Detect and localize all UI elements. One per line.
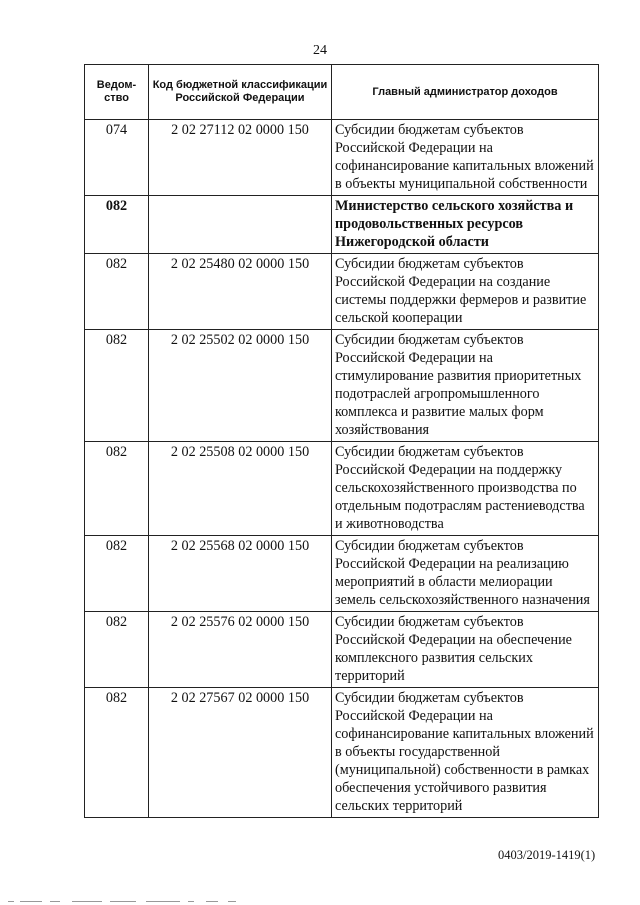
admin-cell: Субсидии бюджетам субъектов Российской Федерации на софинансирование капитальных вложений в объекты муниципальной собственности: [332, 120, 599, 196]
code-cell: 2 02 25480 02 0000 150: [149, 254, 332, 330]
admin-cell: Субсидии бюджетам субъектов Российской Федерации на поддержку сельскохозяйственного производства по отдельным подотраслям растениеводства и животноводства: [332, 442, 599, 536]
code-cell: 2 02 25502 02 0000 150: [149, 330, 332, 442]
table-row: [85, 536, 599, 612]
header-dept: [85, 65, 149, 120]
dept-cell: 082: [85, 688, 149, 818]
header-code-label: Код бюджетной классификации Российской Федерации: [152, 79, 328, 104]
table-row: [85, 330, 599, 442]
page-number: 24: [313, 43, 327, 58]
admin-cell: Субсидии бюджетам субъектов Российской Федерации на софинансирование капитальных вложений в объекты государственной (муниципальной) собственности в рамках обеспечения устойчивого развития сельских территорий: [332, 688, 599, 818]
header-admin: [332, 65, 599, 120]
admin-cell: Субсидии бюджетам субъектов Российской Федерации на обеспечение комплексного развития сельских территорий: [332, 612, 599, 688]
admin-cell: Субсидии бюджетам субъектов Российской Федерации на реализацию мероприятий в области мелиорации земель сельскохозяйственного назначения: [332, 536, 599, 612]
budget-classification-table: [84, 64, 599, 818]
table-row: [85, 120, 599, 196]
dept-cell: 074: [85, 120, 149, 196]
dept-cell: 082: [85, 612, 149, 688]
header-admin-label: Главный администратор доходов: [372, 85, 558, 98]
code-cell: 2 02 27112 02 0000 150: [149, 120, 332, 196]
document-code: 0403/2019-1419(1): [498, 848, 596, 862]
code-cell: 2 02 25508 02 0000 150: [149, 442, 332, 536]
table-header-row: [85, 65, 599, 120]
dept-cell: 082: [85, 254, 149, 330]
admin-cell: Субсидии бюджетам субъектов Российской Федерации на стимулирование развития приоритетных подотраслей агропромышленного комплекса и развитие малых форм хозяйствования: [332, 330, 599, 442]
admin-cell: Министерство сельского хозяйства и продовольственных ресурсов Нижегородской области: [332, 196, 599, 254]
table-body: [85, 120, 599, 818]
dept-cell: 082: [85, 330, 149, 442]
scan-edge-marks: [0, 899, 640, 905]
table-row: [85, 196, 599, 254]
dept-cell: 082: [85, 442, 149, 536]
header-dept-label: Ведом-ство: [96, 79, 137, 104]
table-row: [85, 688, 599, 818]
code-cell: 2 02 25568 02 0000 150: [149, 536, 332, 612]
header-code: [149, 65, 332, 120]
table-row: [85, 612, 599, 688]
code-cell: 2 02 25576 02 0000 150: [149, 612, 332, 688]
table-row: [85, 442, 599, 536]
code-cell: [149, 196, 332, 254]
admin-cell: Субсидии бюджетам субъектов Российской Федерации на создание системы поддержки фермеров и развитие сельской кооперации: [332, 254, 599, 330]
table-row: [85, 254, 599, 330]
code-cell: 2 02 27567 02 0000 150: [149, 688, 332, 818]
dept-cell: 082: [85, 196, 149, 254]
dept-cell: 082: [85, 536, 149, 612]
